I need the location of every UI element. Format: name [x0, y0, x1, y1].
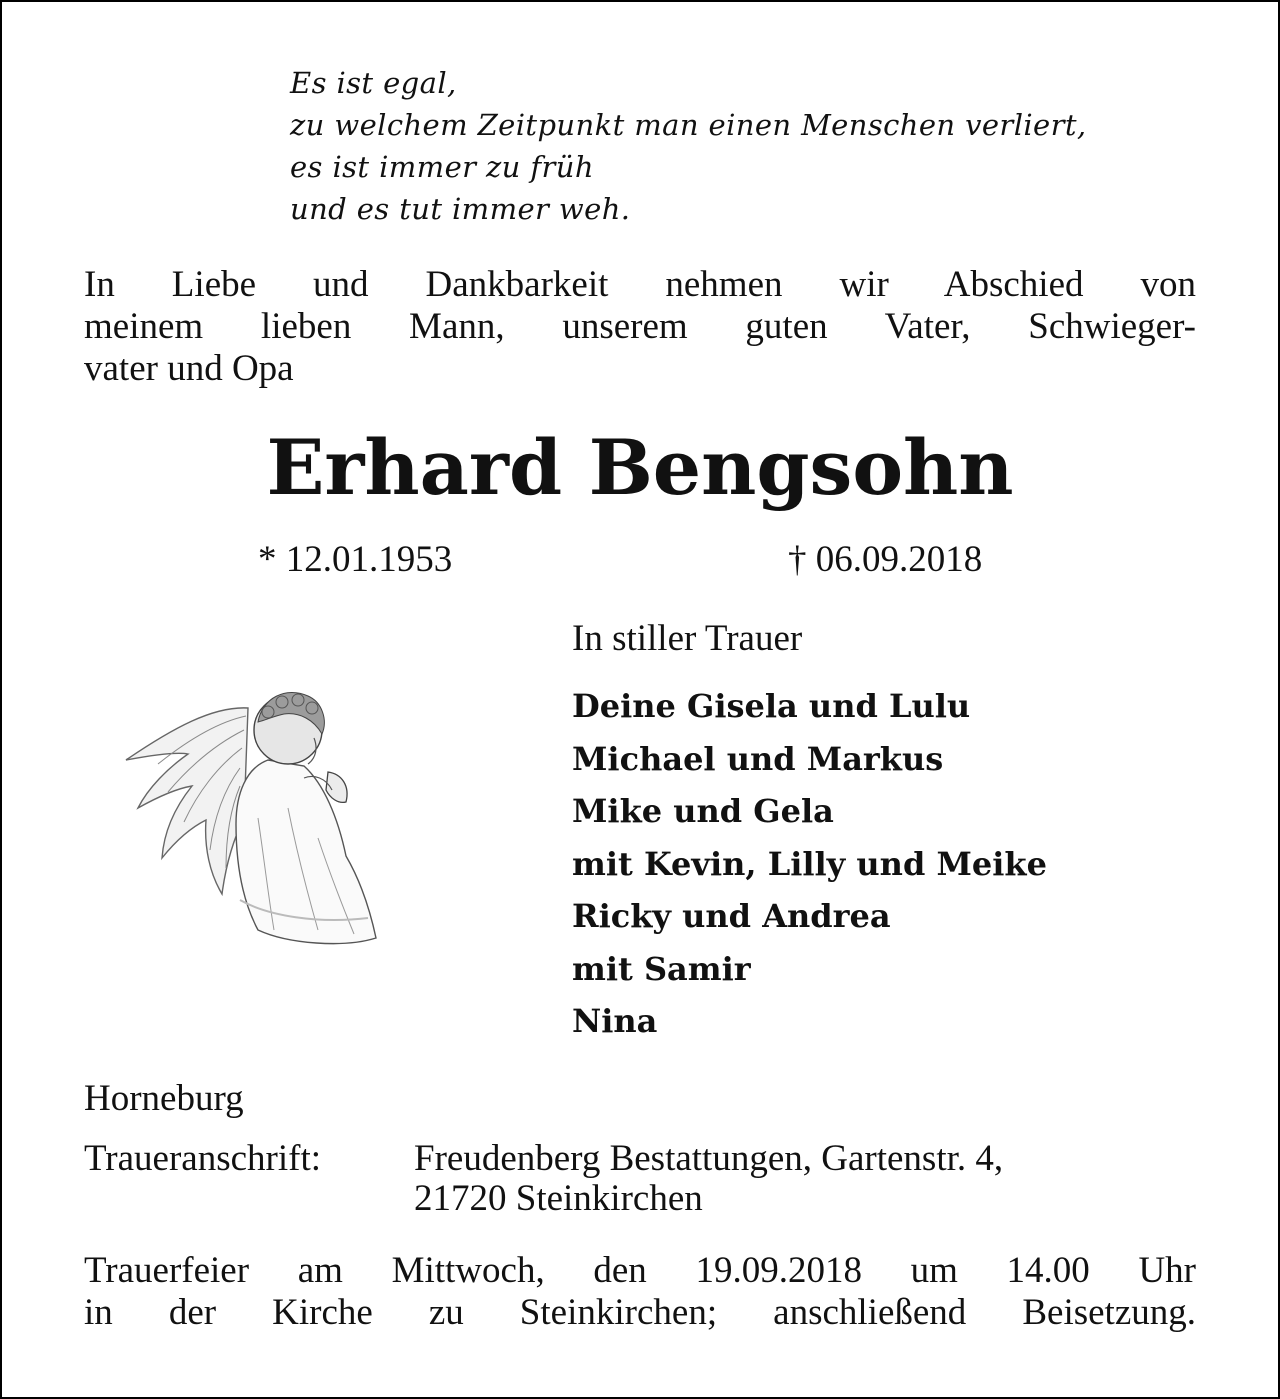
mourning-heading: In stiller Trauer — [572, 618, 803, 659]
mourner-name: Mike und Gela — [572, 792, 834, 830]
birth-date: * 12.01.1953 — [258, 539, 453, 580]
place-of-residence: Horneburg — [84, 1078, 244, 1119]
quote-line: es ist immer zu früh — [290, 150, 594, 184]
address-line-1: Freudenberg Bestattungen, Gartenstr. 4, — [414, 1138, 1004, 1179]
deceased-name: Erhard Bengsohn — [266, 423, 1014, 512]
mourner-name: Ricky und Andrea — [572, 897, 891, 935]
memorial-quote — [290, 62, 1087, 230]
death-date: † 06.09.2018 — [788, 539, 983, 580]
mourner-name: Deine Gisela und Lulu — [572, 687, 971, 725]
ceremony-line: in der Kirche zu Steinkirchen; anschließend Beisetzung. — [84, 1292, 1196, 1333]
praying-angel-icon — [118, 668, 388, 958]
mourning-address — [84, 1139, 1003, 1219]
quote-line: und es tut immer weh. — [290, 192, 631, 226]
ceremony-line: Trauerfeier am Mittwoch, den 19.09.2018 um 14.00 Uhr — [84, 1250, 1196, 1291]
mourner-name: Nina — [572, 1002, 658, 1040]
mourner-name: mit Kevin, Lilly und Meike — [572, 844, 1047, 883]
mourners-list — [572, 680, 1047, 1048]
mourner-name: Michael und Markus — [572, 739, 944, 778]
intro-text — [84, 264, 1196, 390]
address-label: Traueranschrift: — [84, 1138, 322, 1179]
intro-line: meinem lieben Mann, unserem guten Vater, Schwieger- — [84, 306, 1196, 347]
quote-line: zu welchem Zeitpunkt man einen Menschen verliert, — [290, 108, 1087, 142]
address-line-2: 21720 Steinkirchen — [414, 1178, 703, 1219]
funeral-ceremony-info — [84, 1250, 1196, 1334]
intro-line: In Liebe und Dankbarkeit nehmen wir Abschied von — [84, 264, 1196, 305]
mourner-name: mit Samir — [572, 949, 751, 988]
quote-line: Es ist egal, — [290, 66, 457, 100]
intro-line: vater und Opa — [84, 348, 294, 389]
